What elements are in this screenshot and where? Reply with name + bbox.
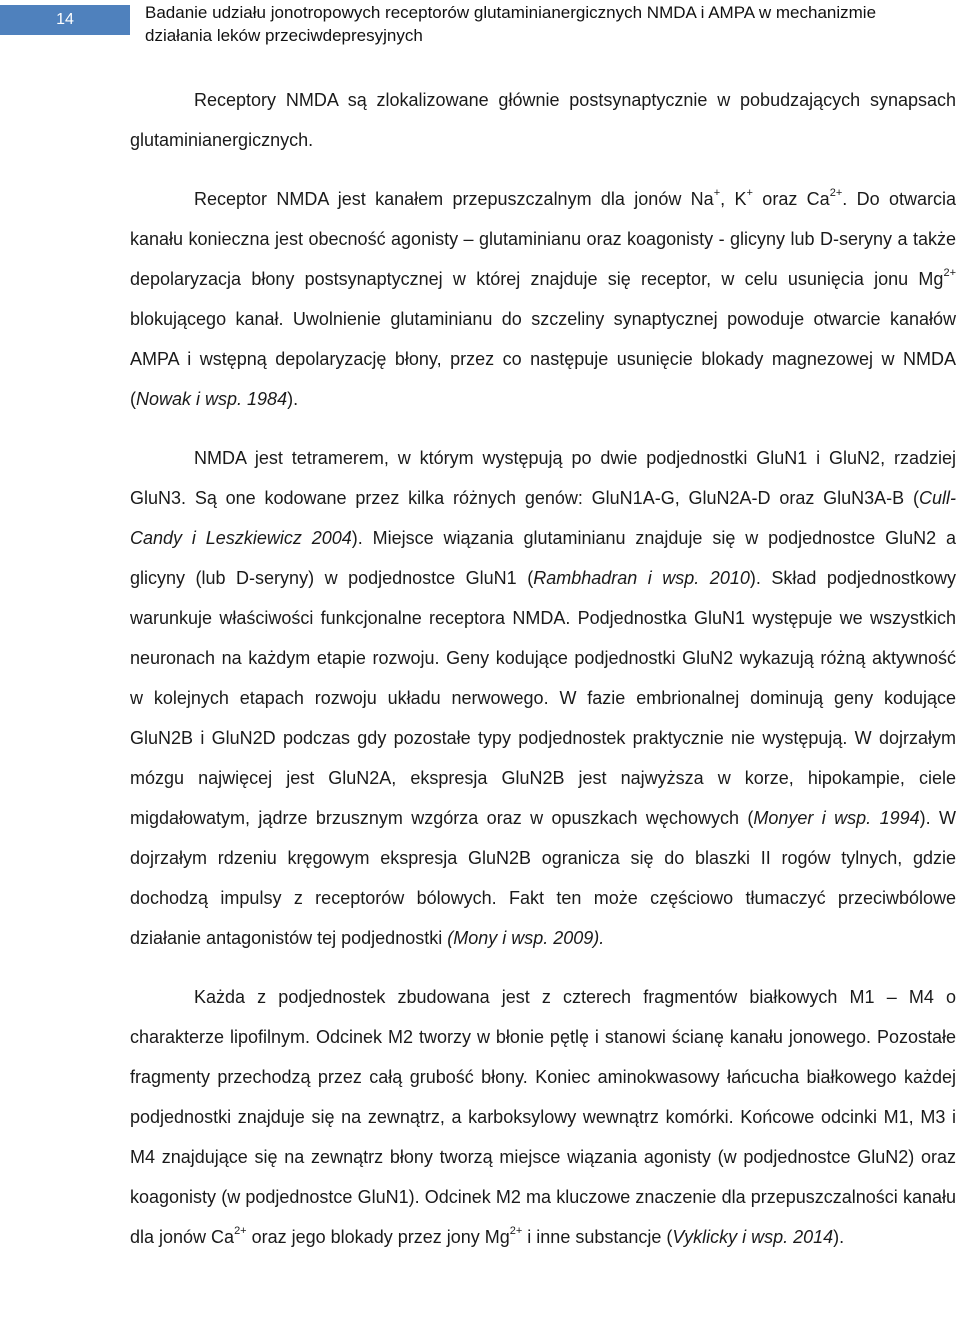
p2-text-5: blokującego kanał. Uwolnienie glutaminianu do szczeliny synaptycznej powoduje otwarcie kanałów AMPA i wstępną depolaryzację błony, przez co następuje usunięcie blokady magnezowej w NMDA ( (130, 309, 956, 409)
citation: Monyer i wsp. 1994 (753, 808, 920, 828)
page-number-badge: 14 (0, 5, 130, 35)
page-header (0, 0, 960, 50)
superscript: 2+ (943, 267, 956, 279)
superscript: 2+ (509, 1225, 523, 1237)
p3-text-4: ). W dojrzałym rdzeniu kręgowym ekspresja GluN2B ogranicza się do blaszki II rogów tylnych, gdzie dochodzą impulsy z receptorów bólowych. Fakt ten może częściowo tłumaczyć przeciwbólowe działanie antagonistów tej podjednostki (130, 808, 956, 948)
p4-text-2: oraz jego blokady przez jony Mg (246, 1227, 510, 1247)
citation: Vyklicky i wsp. 2014 (672, 1227, 834, 1247)
p2-text-3: oraz Ca (752, 189, 830, 209)
superscript: 2+ (234, 1225, 247, 1237)
p4-text-1: Każda z podjednostek zbudowana jest z czterech fragmentów białkowych M1 – M4 o charakterze lipofilnym. Odcinek M2 tworzy w błonie pętlę i stanowi ścianę kanału jonowego. Pozostałe fragmenty przechodzą przez całą grubość błony. Koniec aminokwasowy łańcucha białkowego każdej podjednostki znajduje się na zewnątrz, a karboksylowy wewnątrz komórki. Końcowe odcinki M1, M3 i M4 znajdujące się na zewnątrz błony tworzą miejsce wiązania agonisty (w podjednostce GluN2) oraz koagonisty (w podjednostce GluN1). Odcinek M2 ma kluczowe znaczenie dla przepuszczalności kanału dla jonów Ca (130, 987, 956, 1247)
p4-text-3: i inne substancje ( (522, 1227, 673, 1247)
p3-text-2: ). Miejsce wiązania glutaminianu znajduje się w podjednostce GluN2 a glicyny (lub D-seryny) w podjednostce GluN1 ( (130, 528, 956, 588)
citation: Rambhadran i wsp. 2010 (533, 568, 750, 588)
citation: (Mony i wsp. 2009). (447, 928, 605, 948)
p4-text-4: ). (833, 1227, 845, 1247)
paragraph-3 (130, 438, 956, 958)
p2-text-6: ). (287, 389, 299, 409)
paragraph-2 (130, 179, 956, 419)
paragraph-1-text: Receptory NMDA są zlokalizowane głównie postsynaptycznie w pobudzających synapsach glutaminianergicznych. (130, 90, 956, 150)
citation: Cull-Candy i Leszkiewicz 2004 (130, 488, 956, 548)
paragraph-1 (130, 80, 956, 160)
p3-text-1: NMDA jest tetramerem, w którym występują po dwie podjednostki GluN1 i GluN2, rzadziej GluN3. Są one kodowane przez kilka różnych genów: GluN1A-G, GluN2A-D oraz GluN3A-B ( (130, 448, 956, 508)
superscript: + (713, 187, 721, 199)
p2-text-2: , K (720, 189, 747, 209)
paragraph-4 (130, 977, 956, 1257)
p2-text-4: . Do otwarcia kanału konieczna jest obecność agonisty – glutaminianu oraz koagonisty - glicyny lub D-seryny a także depolaryzacja błony postsynaptycznej w której znajduje się receptor, w celu usunięcia jonu Mg (130, 189, 956, 289)
p2-text-1: Receptor NMDA jest kanałem przepuszczalnym dla jonów Na (194, 189, 714, 209)
superscript: + (746, 187, 753, 199)
document-body (130, 80, 956, 1257)
running-title: Badanie udziału jonotropowych receptorów glutaminianergicznych NMDA i AMPA w mechanizmie działania leków przeciwdepresyjnych (145, 3, 877, 45)
citation: Nowak i wsp. 1984 (136, 389, 288, 409)
superscript: 2+ (829, 187, 843, 199)
p3-text-3: ). Skład podjednostkowy warunkuje właściwości funkcjonalne receptora NMDA. Podjednostka GluN1 występuje we wszystkich neuronach na każdym etapie rozwoju. Geny kodujące podjednostki GluN2 wykazują różną aktywność w kolejnych etapach rozwoju układu nerwowego. W fazie embrionalnej dominują geny kodujące GluN2B i GluN2D podczas gdy pozostałe typy podjednostek praktycznie nie występują. W dojrzałym mózgu najwięcej jest GluN2A, ekspresja GluN2B jest najwyższa w korze, hipokampie, ciele migdałowatym, jądrze brzusznym wzgórza oraz w opuszkach węchowych ( (130, 568, 956, 828)
